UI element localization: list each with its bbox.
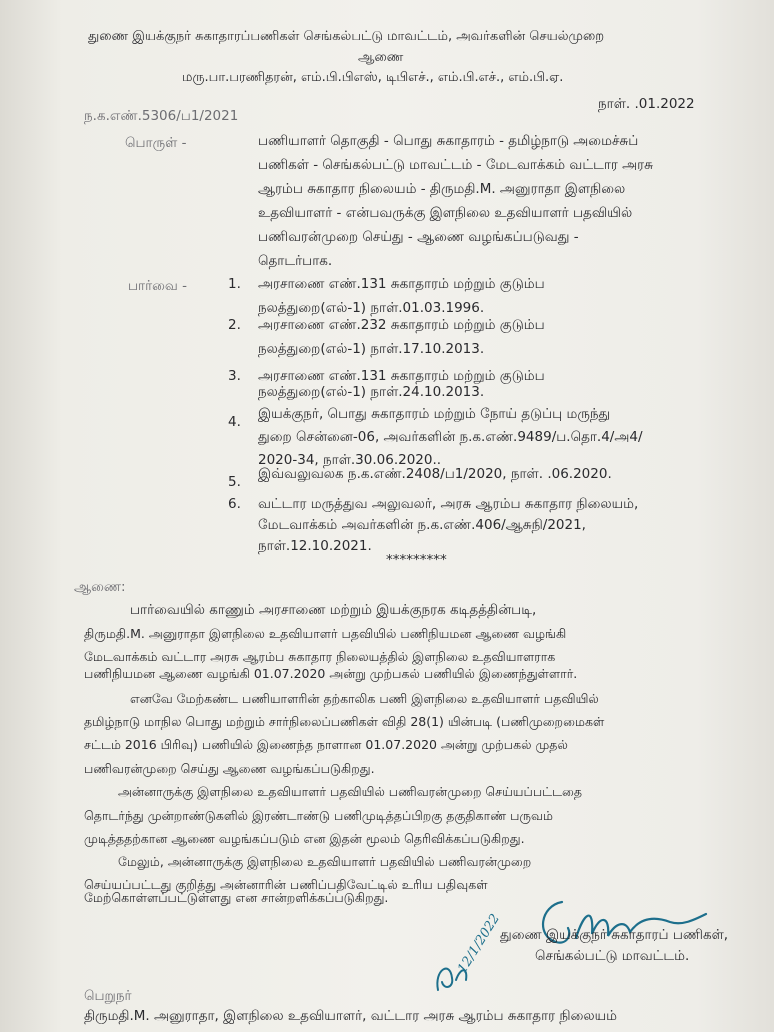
order-label: ஆணை: (74, 579, 126, 595)
subject-label: பொருள் - (125, 135, 187, 151)
order-para2-line: தமிழ்நாடு மாநில பொது மற்றும் சார்நிலைப்பணிகள் விதி 28(1) யின்படி (பணிமுறைமைகள் (84, 714, 605, 729)
document-date: நாள். .01.2022 (598, 96, 695, 112)
reference-number-6: 6. (228, 496, 241, 512)
reference-line: நாள்.12.10.2021. (258, 538, 372, 554)
header-line-3: மரு.பா.பரணிதரன், எம்.பி.பிஎஸ், டிபிஎச்., எம்.பி.எச்., எம்.பி.ஏ. (182, 70, 564, 85)
reference-number-3: 3. (228, 368, 241, 384)
reference-line: நலத்துறை(எல்-1) நாள்.24.10.2013. (258, 384, 485, 400)
section-separator: ********* (386, 552, 447, 568)
order-para4-line: செய்யப்பட்டது குறித்து அன்னாரின் பணிப்பதிவேட்டில் உரிய பதிவுகள் (84, 877, 488, 892)
order-para1-line: பார்வையில் காணும் அரசாணை மற்றும் இயக்குநரக கடிதத்தின்படி, (130, 602, 537, 618)
order-para2-line: பணிவரன்முறை செய்து ஆணை வழங்கப்படுகிறது. (84, 761, 375, 776)
reference-line: அரசாணை எண்.131 சுகாதாரம் மற்றும் குடும்ப (258, 368, 545, 384)
order-para2-line: சட்டம் 2016 பிரிவு) பணியில் இணைந்த நாளான 01.07.2020 அன்று முற்பகல் முதல் (84, 737, 568, 752)
order-para1-line: பணிநியமன ஆணை வழங்கி 01.07.2020 அன்று முற்பகல் பணியில் இணைந்துள்ளார். (84, 666, 578, 681)
reference-line: இயக்குநர், பொது சுகாதாரம் மற்றும் நோய் தடுப்பு மருந்து (258, 406, 611, 422)
order-para3-line: தொடர்ந்து முன்றாண்டுகளில் இரண்டாண்டு பணிமுடித்தப்பிறகு தகுதிகாண் பருவம் (84, 808, 553, 823)
references-label: பார்வை - (128, 278, 188, 294)
order-para3-line: முடித்ததற்கான ஆணை வழங்கப்படும் என இதன் மூலம் தெரிவிக்கப்படுகிறது. (84, 831, 525, 846)
reference-line: நலத்துறை(எல்-1) நாள்.01.03.1996. (258, 300, 485, 316)
reference-line: அரசாணை எண்.232 சுகாதாரம் மற்றும் குடும்ப (258, 317, 545, 333)
subject-line: உதவியாளர் - என்பவருக்கு இளநிலை உதவியாளர் பதவியில் (258, 205, 633, 221)
reference-line: இவ்வலுவலக ந.க.எண்.2408/ப1/2020, நாள். .06.2020. (258, 466, 612, 482)
header-line-1: துணை இயக்குநர் சுகாதாரப்பணிகள் செங்கல்பட்டு மாவட்டம், அவர்களின் செயல்முறை (88, 29, 605, 44)
order-para3-line: அன்னாருக்கு இளநிலை உதவியாளர் பதவியில் பணிவரன்முறை செய்யப்பட்டதை (118, 784, 582, 799)
reference-number: ந.க.எண்.5306/ப1/2021 (84, 108, 239, 124)
reference-line: 2020-34, நாள்.30.06.2020.. (258, 452, 442, 468)
signatory-designation-2: செங்கல்பட்டு மாவட்டம். (535, 948, 690, 964)
order-para2-line: எனவே மேற்கண்ட பணியாளரின் தற்காலிக பணி இளநிலை உதவியாளர் பதவியில் (130, 691, 599, 706)
order-para4-line: மேலும், அன்னாருக்கு இளநிலை உதவியாளர் பதவியில் பணிவரன்முறை (118, 854, 532, 869)
reference-line: வட்டார மருத்துவ அலுவலர், அரசு ஆரம்ப சுகாதார நிலையம், (258, 496, 639, 512)
order-para1-line: திருமதி.M. அனுராதா இளநிலை உதவியாளர் பதவியில் பணிநியமன ஆணை வழங்கி (84, 626, 567, 641)
subject-line: தொடர்பாக. (258, 253, 333, 269)
header-line-2: ஆணை (358, 50, 404, 65)
reference-number-2: 2. (228, 317, 241, 333)
subject-line: ஆரம்ப சுகாதார நிலையம் - திருமதி.M. அனுராதா இளநிலை (258, 181, 626, 197)
subject-line: பணிவரன்முறை செய்து - ஆணை வழங்கப்படுவது - (258, 229, 579, 245)
reference-line: மேடவாக்கம் அவர்களின் ந.க.எண்.406/ஆசுநி/2021, (258, 517, 586, 533)
recipient-line: திருமதி.M. அனுராதா, இளநிலை உதவியாளர், வட்டார அரசு ஆரம்ப சுகாதார நிலையம் (84, 1008, 618, 1024)
reference-number-4: 4. (228, 414, 241, 430)
initial-date: 12/1/2022 (455, 911, 504, 976)
subject-line: பணிகள் - செங்கல்பட்டு மாவட்டம் - மேடவாக்கம் வட்டார அரசு (258, 157, 653, 173)
order-para1-line: மேடவாக்கம் வட்டார அரசு ஆரம்ப சுகாதார நிலையத்தில் இளநிலை உதவியாளராக (84, 649, 556, 664)
reference-number-5: 5. (228, 474, 241, 490)
subject-line: பணியாளர் தொகுதி - பொது சுகாதாரம் - தமிழ்நாடு அமைச்சுப் (258, 133, 639, 149)
reference-line: நலத்துறை(எல்-1) நாள்.17.10.2013. (258, 341, 485, 357)
order-para4-line: மேற்கொள்ளப்பட்டுள்ளது என சான்றளிக்கப்படுகிறது. (84, 890, 389, 905)
signatory-designation-1: துணை இயக்குநர் சுகாதாரப் பணிகள், (500, 927, 729, 943)
reference-number-1: 1. (228, 276, 241, 292)
recipient-label: பெறுநர் (84, 988, 132, 1004)
reference-line: அரசாணை எண்.131 சுகாதாரம் மற்றும் குடும்ப (258, 276, 545, 292)
reference-line: துறை சென்னை-06, அவர்களின் ந.க.எண்.9489/ப.தொ.4/அ4/ (258, 429, 643, 445)
